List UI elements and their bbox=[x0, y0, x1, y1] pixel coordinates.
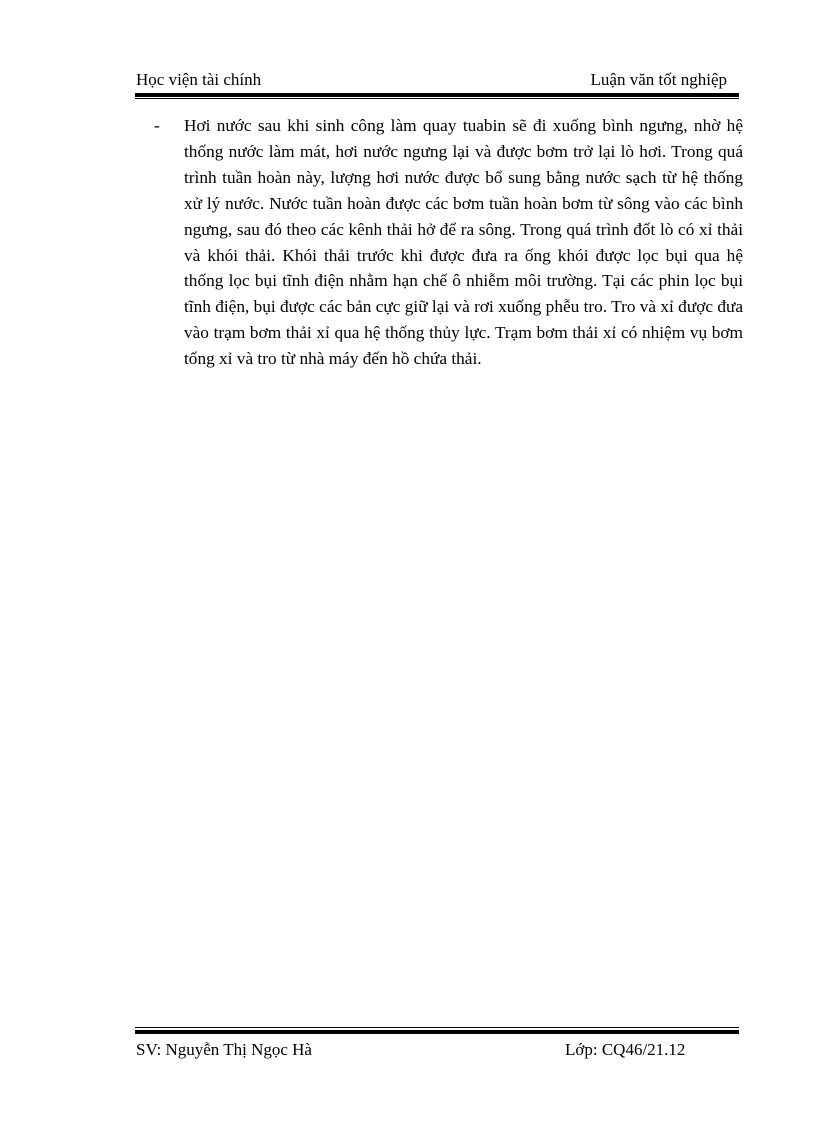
footer-rule-thin bbox=[135, 1027, 739, 1028]
bullet-paragraph bbox=[148, 113, 743, 372]
header-institution: Học viện tài chính bbox=[136, 70, 262, 89]
header-rule-thick bbox=[135, 93, 739, 97]
page-content bbox=[148, 113, 743, 372]
header-rule-thin bbox=[135, 98, 739, 99]
page-header bbox=[135, 68, 739, 92]
footer-rule-thick bbox=[135, 1030, 739, 1034]
footer-class: Lớp: CQ46/21.12 bbox=[565, 1040, 686, 1059]
page-footer bbox=[135, 1040, 739, 1064]
bullet-marker: - bbox=[154, 116, 160, 135]
header-document-type: Luận văn tốt nghiệp bbox=[590, 70, 727, 89]
footer-student-name: SV: Nguyễn Thị Ngọc Hà bbox=[136, 1040, 312, 1059]
paragraph-text: Hơi nước sau khi sinh công làm quay tuabin sẽ đi xuống bình ngưng, nhờ hệ thống nước làm mát, hơi nước ngưng lại và được bơm trở lại lò hơi. Trong quá trình tuần hoàn này, lượng hơi nước được bổ sung bằng nước sạch từ hệ thống xử lý nước. Nước tuần hoàn được các bơm tuần hoàn bơm từ sông vào các bình ngưng, sau đó theo các kênh thải hở để ra sông. Trong quá trình đốt lò có xỉ thải và khói thải. Khói thải trước khi được đưa ra ống khói được lọc bụi qua hệ thống lọc bụi tĩnh điện nhằm hạn chế ô nhiễm môi trường. Tại các phin lọc bụi tĩnh điện, bụi được các bản cực giữ lại và rơi xuống phễu tro. Tro và xỉ được đưa vào trạm bơm thải xỉ qua hệ thống thủy lực. Trạm bơm thải xỉ có nhiệm vụ bơm tống xỉ và tro từ nhà máy đến hồ chứa thải. bbox=[184, 116, 743, 369]
